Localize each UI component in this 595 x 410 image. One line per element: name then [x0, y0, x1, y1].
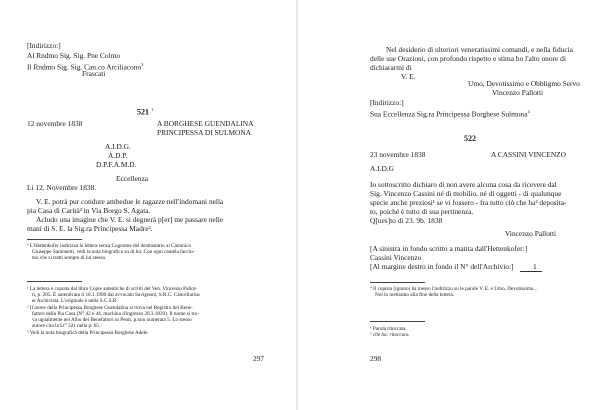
footnote-line: et Archivista. L'originale è nella S.C.S.R.: [32, 298, 118, 304]
body-line: to, poiché è tutto di sua pertinenza.: [370, 207, 474, 216]
footnote-rule: [370, 282, 425, 283]
footnote-rule: [370, 321, 425, 322]
page-number: 297: [253, 354, 265, 363]
footnote-line: ti, p. 205. È autenticata il 10.1.1900 dal avvocato Savignoni, S.R.C. Cancellarius: [32, 292, 200, 298]
closing-line: Nel desiderio di ulteriori veneratissimi comandi, e nella fiducia: [386, 45, 573, 54]
footnote-rule: [27, 239, 82, 240]
footnote-line: va ugualmente nel Albo dei Benefattori in Pentr. p.non numerata 5. Lo stesso: [32, 317, 192, 323]
archive-underline: [520, 271, 542, 272]
address-line: Sua Eccellenza Sig.ra Principessa Borghese Sulmona$^4$: [370, 109, 530, 119]
editorial-note: [A sinistra in fondo scritto a matita dall'Hettenkofer:]: [370, 244, 528, 253]
body-line: Q[ues]to di 23. 9b. 1838: [370, 216, 443, 225]
footnote-line: fattori della Pia Casa (N° 42 e 44, machina d'ingresso 20.3.1839). Il nome si tro-: [32, 311, 199, 317]
footnote-line: mo che si tratti sempre di lui stesso.: [32, 255, 107, 261]
footnote-line: ³ Vedi la nota biografica della Principessa Borghese Adele.: [27, 330, 149, 336]
adp-line: A.D.P.: [108, 151, 128, 160]
editorial-note: [Al margine destro in fondo il N° dell'Archivio:]: [370, 262, 514, 271]
footnote-rule: [27, 281, 82, 282]
address-label: [Indirizzo:]: [370, 98, 404, 107]
footnote-line: ² che ha: ritoccato.: [370, 332, 410, 338]
footnote-line: autore cita la Lt° 321 nella p. 65.: [32, 323, 101, 329]
closing-formula: Umo, Devotissimo e Obbligmo Servo: [468, 79, 580, 88]
aidg-line: A.I.D.G.: [105, 142, 131, 151]
signature: Vincenzo Pallotti: [505, 229, 557, 238]
address-line: Frascati: [82, 69, 106, 78]
body-line: pia Casa di Carità² in Via Borgo S. Agata.: [27, 206, 151, 215]
address-label: [Indirizzo:]: [27, 41, 61, 50]
salutation: Eccellenza: [116, 174, 148, 183]
letter-date: 23 novembre 1838: [370, 150, 426, 159]
closing-ve: V. E.: [401, 72, 416, 81]
dpfamd-line: D.P.F.A.M.D.: [96, 160, 137, 169]
closing-line: dichiararmi di: [370, 63, 412, 72]
closing-signature: Vincenzo Pallotti: [492, 88, 544, 97]
address-line: Il Rndmo Sig. Sig. Can.co Arciliacono$^3$: [27, 62, 144, 72]
editorial-note: Cassini Vincenzo: [370, 253, 422, 262]
letter-place-date: Li 12. Novembre 1838.: [27, 183, 97, 192]
letter-number: 522: [464, 134, 476, 143]
letter-number: 521 $^1$: [137, 107, 154, 117]
body-line: mani di S. E. la Sig.ra Principessa Madre³.: [27, 224, 153, 233]
address-line: Al Rndmo Sig. Sig. Pne Colmo: [27, 51, 121, 60]
recipient-line: PRINCIPESSA DI SULMONA: [157, 128, 252, 137]
closing-line: delle sue Orazioni, con profondo rispetto e stima ho l'alto onore di: [370, 54, 566, 63]
footnote-line: ² Il nome della Principessa Borghese Guendalina si trova nel Registro dei Bene-: [27, 305, 193, 311]
footnote-line: ¹ Parola ritoccata.: [370, 326, 407, 332]
recipient-line: A CASSINI VINCENZO: [491, 150, 567, 159]
footnote-line: ¹ La lettera è copiata dal libro Copie autentiche di scritti del Ven. Vincenzo Pallot-: [27, 286, 198, 292]
page-number: 298: [370, 354, 382, 363]
body-line: Sig. Vincenzo Cassini né di mobilio, né di oggetti - di qualunque: [370, 189, 562, 198]
aidg-line: A.I.D.G: [370, 164, 395, 173]
footnote-line: ⁴ Il copista (ignoto) ha messo l'indirizzo su le parole V. E. e Umo, Devotissimo...: [370, 286, 538, 292]
right-page: [298, 0, 595, 410]
recipient-line: A BORGHESE GUENDALINA: [157, 119, 254, 128]
archive-number: 1: [533, 262, 537, 271]
footnote-line: ³ L'Hettenkofer indirizza la lettera senza Cognome del destinatario al Canonico: [27, 243, 192, 249]
body-line: V. E. potrà pur condure ambedue le ragazze nell'indomani nella: [36, 197, 224, 206]
left-page: [0, 0, 296, 410]
footnote-line: Giuseppe Santonetti, vedi la nota biografica su di lui. Con ogni cautela facciu-: [32, 249, 195, 255]
body-line: Acludo una imagine che V. E. si degnerà p[er] me passare nelle: [36, 215, 224, 224]
footnote-line: Noi lo mettiamo alla fine della lettera.: [375, 292, 455, 298]
body-line: specie anche preziosi¹ se vi fossero - fra tutto ciò che ha² deposita-: [370, 198, 567, 207]
body-line: Io sottoscritto dichiaro di non avere alcuna cosa da ricevere dal: [370, 180, 557, 189]
letter-date: 12 novembre 1838: [27, 119, 83, 128]
